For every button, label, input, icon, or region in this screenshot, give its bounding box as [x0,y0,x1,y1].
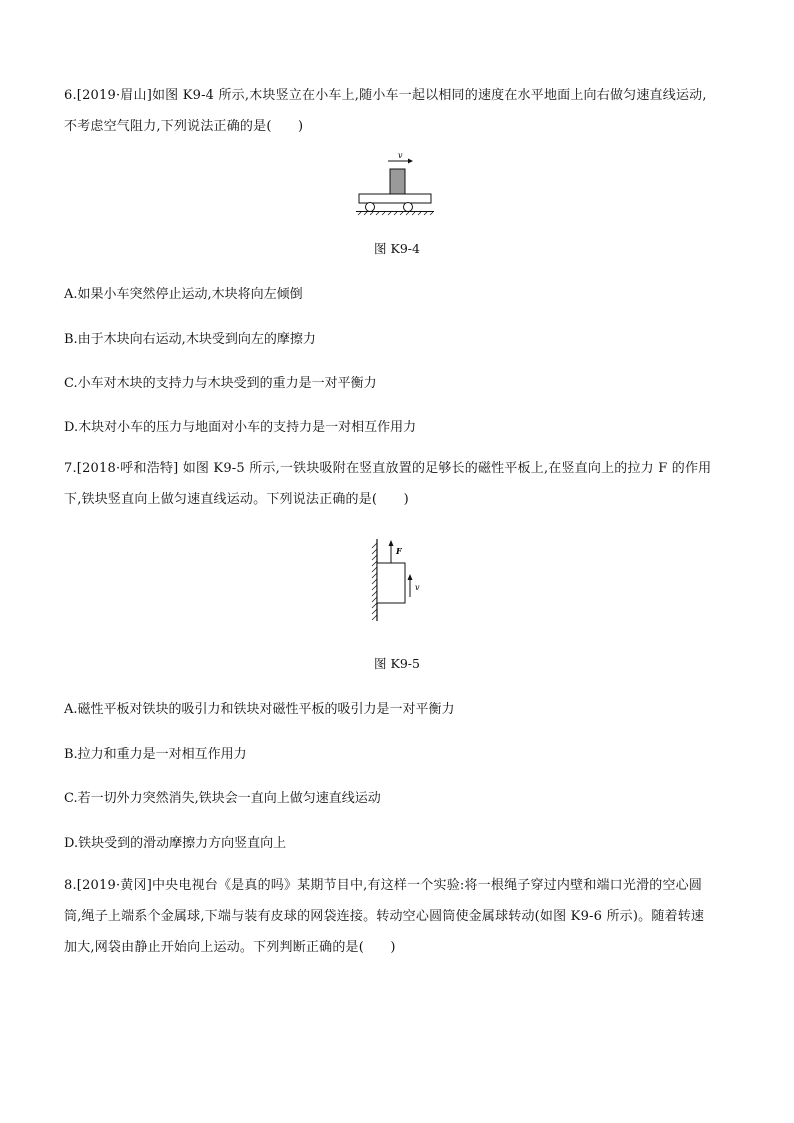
plate-hatching [372,543,377,620]
cart-wheel-right [404,203,413,212]
q7-option-c: C.若一切外力突然消失,铁块会一直向上做匀速直线运动 [64,791,381,806]
q7-option-a: A.磁性平板对铁块的吸引力和铁块对磁性平板的吸引力是一对平衡力 [64,702,455,717]
force-label: F [396,546,402,556]
iron-block [377,563,405,603]
cart-body [359,194,431,203]
velocity-arrowhead [408,159,413,164]
question-8-line-3: 加大,网袋由静止开始向上运动。下列判断正确的是( ) [64,940,396,955]
q7-option-d: D.铁块受到的滑动摩擦力方向竖直向上 [64,836,287,851]
wood-block [390,169,405,194]
question-6-line-1: 6.[2019·眉山]如图 K9-4 所示,木块竖立在小车上,随小车一起以相同的速度在水平地面上向右做匀速直线运动, [64,88,707,103]
question-8-line-1: 8.[2019·黄冈]中央电视台《是真的吗》某期节目中,有这样一个实验:将一根绳子穿过内壁和端口光滑的空心圆 [64,878,703,893]
q6-option-c: C.小车对木块的支持力与木块受到的重力是一对平衡力 [64,376,377,391]
cart-wheel-left [366,203,375,212]
force-arrowhead [389,540,394,546]
question-6-line-2: 不考虑空气阻力,下列说法正确的是( ) [64,119,304,134]
ground-hatching [358,212,433,215]
figure-k9-5 [368,535,428,625]
q6-option-b: B.由于木块向右运动,木块受到向左的摩擦力 [64,332,316,347]
figure-k9-5-caption: 图 K9-5 [374,656,420,671]
q7-option-b: B.拉力和重力是一对相互作用力 [64,747,247,762]
question-6-stem [64,80,732,142]
velocity-label: v [398,151,403,160]
question-7-line-1: 7.[2018·呼和浩特] 如图 K9-5 所示,一铁块吸附在竖直放置的足够长的磁性平板上,在竖直向上的拉力 F 的作用 [64,461,712,476]
figure-k9-4-caption: 图 K9-4 [374,241,420,256]
figure-k9-4 [356,152,436,212]
question-7-stem [64,453,732,515]
q6-option-a: A.如果小车突然停止运动,木块将向左倾倒 [64,287,303,302]
question-8-line-2: 筒,绳子上端系个金属球,下端与装有皮球的网袋连接。转动空心圆筒使金属球转动(如图 K9-6 所示)。随着转速 [64,909,705,924]
question-8-stem [64,870,732,963]
question-7-line-2: 下,铁块竖直向上做匀速直线运动。下列说法正确的是( ) [64,492,409,507]
q6-option-d: D.木块对小车的压力与地面对小车的支持力是一对相互作用力 [64,420,417,435]
velocity-arrowhead [408,574,413,580]
velocity-label: v [415,583,420,592]
